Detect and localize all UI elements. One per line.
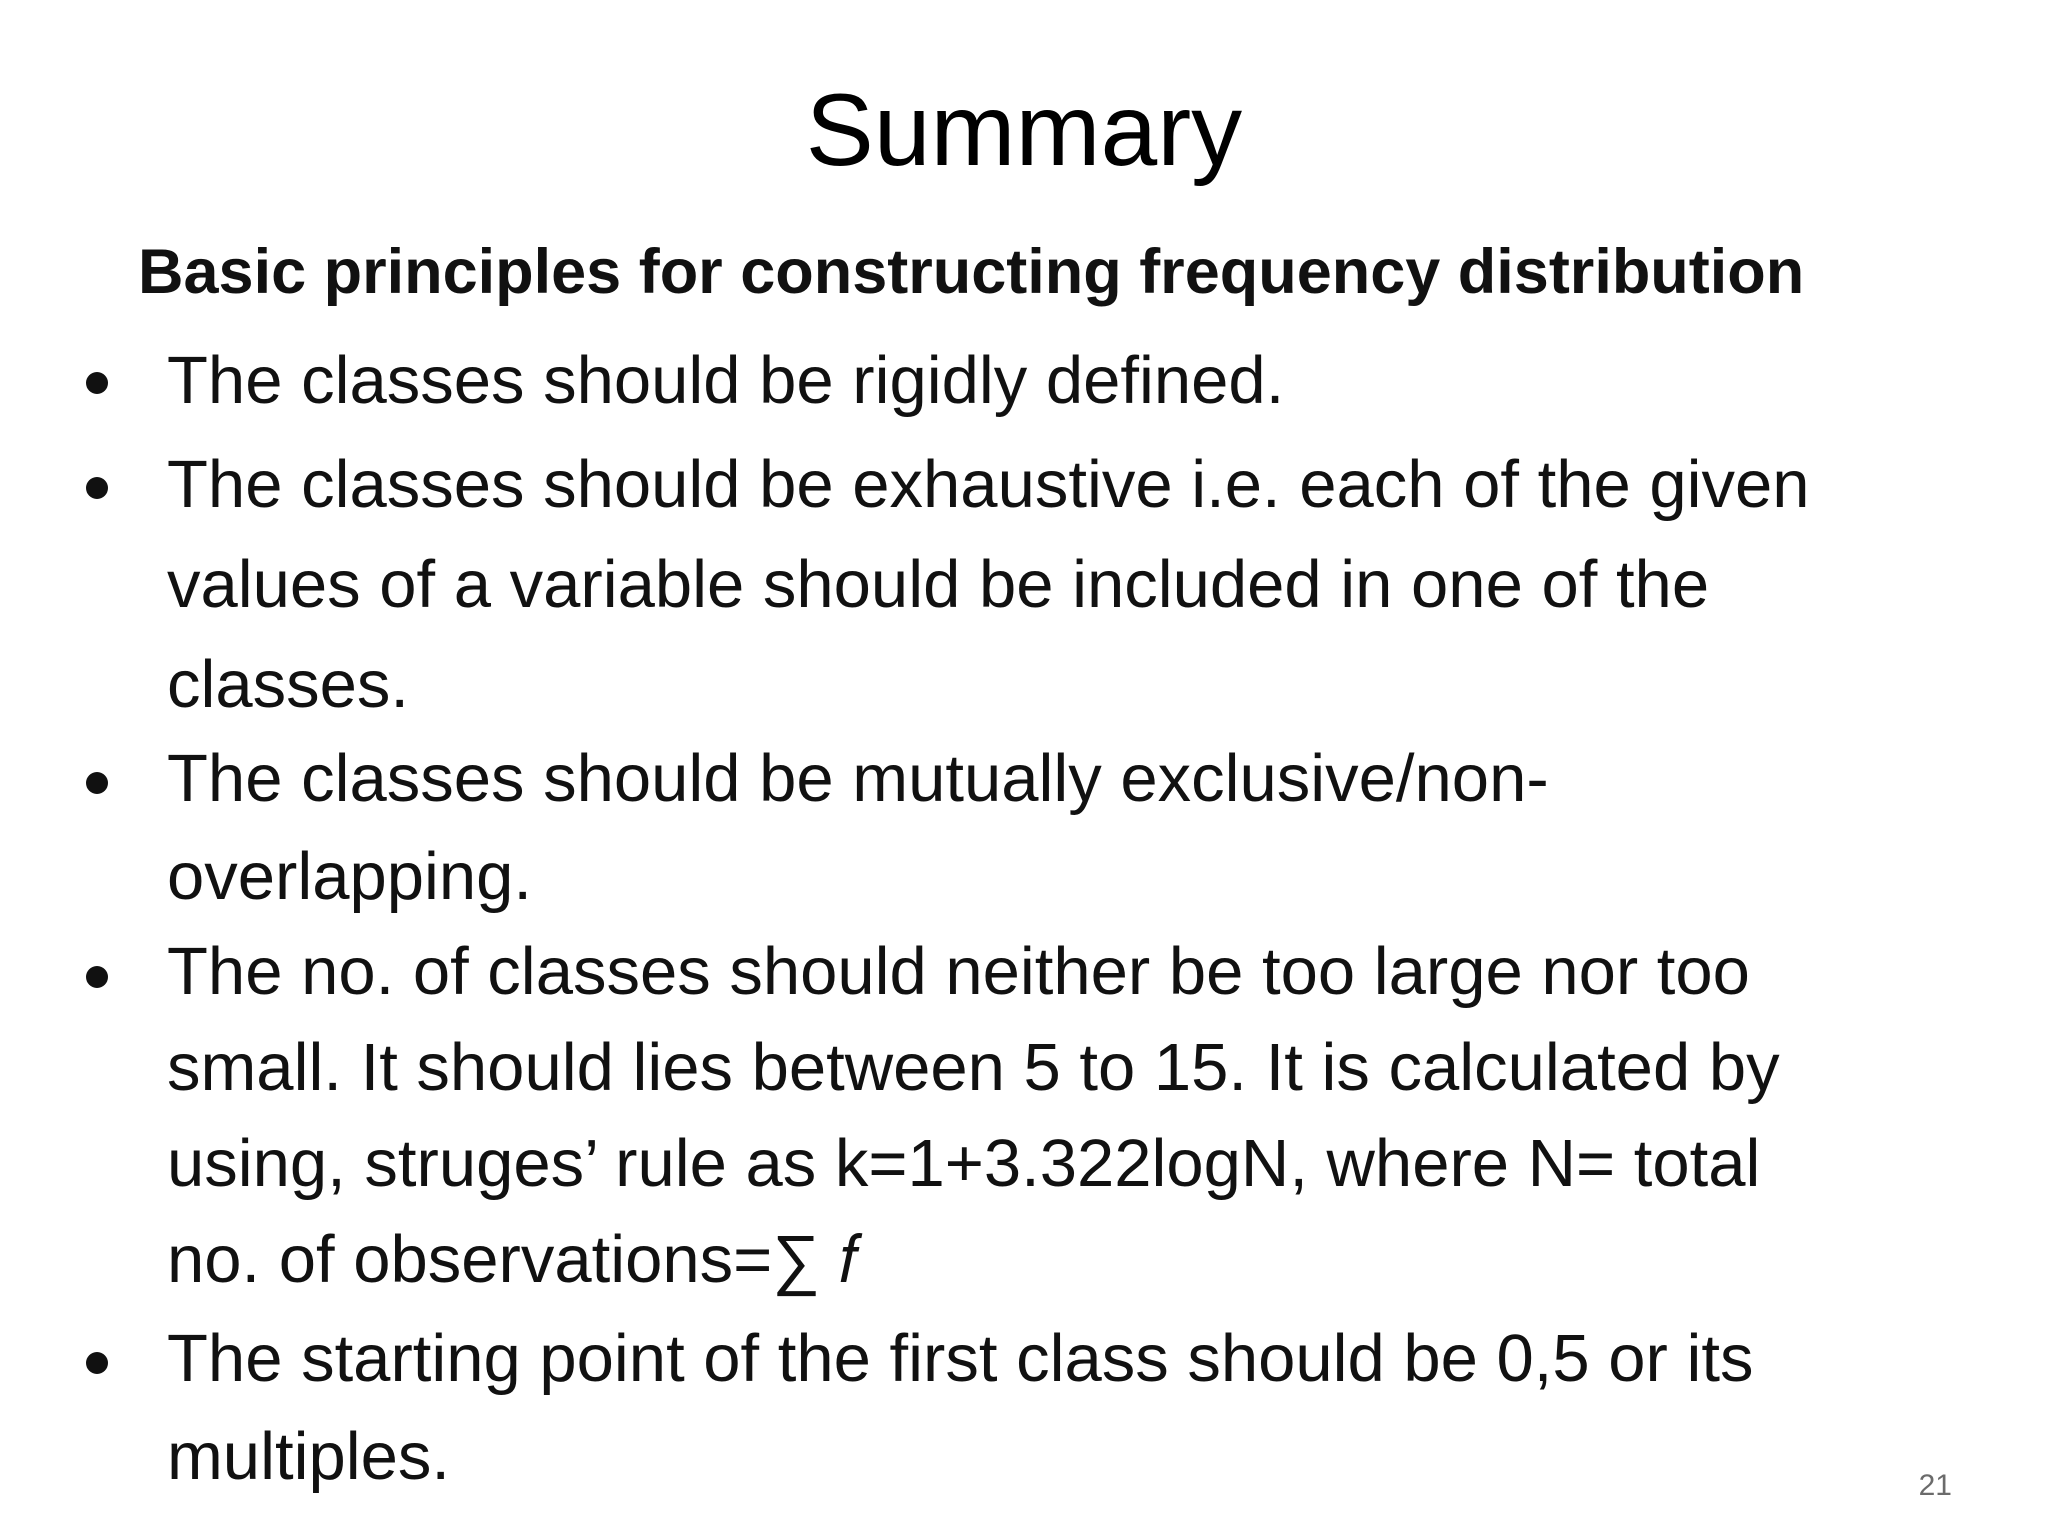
- slide-title: Summary: [805, 73, 1243, 187]
- bullet-dot-icon: [86, 372, 108, 394]
- bullet-text: The classes should be mutually exclusive/non- overlapping.: [167, 741, 1549, 914]
- bullet-dot-icon: [86, 477, 108, 499]
- bullet-text: The starting point of the first class should be 0,5 or its multiples.: [167, 1321, 1754, 1494]
- page-number: 21: [1918, 1469, 1952, 1502]
- bullet-dot-icon: [86, 1352, 108, 1374]
- bullet-text: The classes should be rigidly defined.: [167, 343, 1285, 418]
- slide-subtitle: Basic principles for constructing frequency distribution: [138, 237, 1805, 307]
- bullet-dot-icon: [86, 772, 108, 794]
- bullet-text: The classes should be exhaustive i.e. each of the given values of a variable should be included in one of the classes.: [167, 447, 1810, 722]
- bullet-dot-icon: [86, 966, 108, 988]
- bullet-text: The no. of classes should neither be too large nor too small. It should lies between 5 to 15. It is calculated by using, struges’ rule as k=1+3.322logN, where N= total no. of observations=∑ 𝑓: [167, 934, 1780, 1297]
